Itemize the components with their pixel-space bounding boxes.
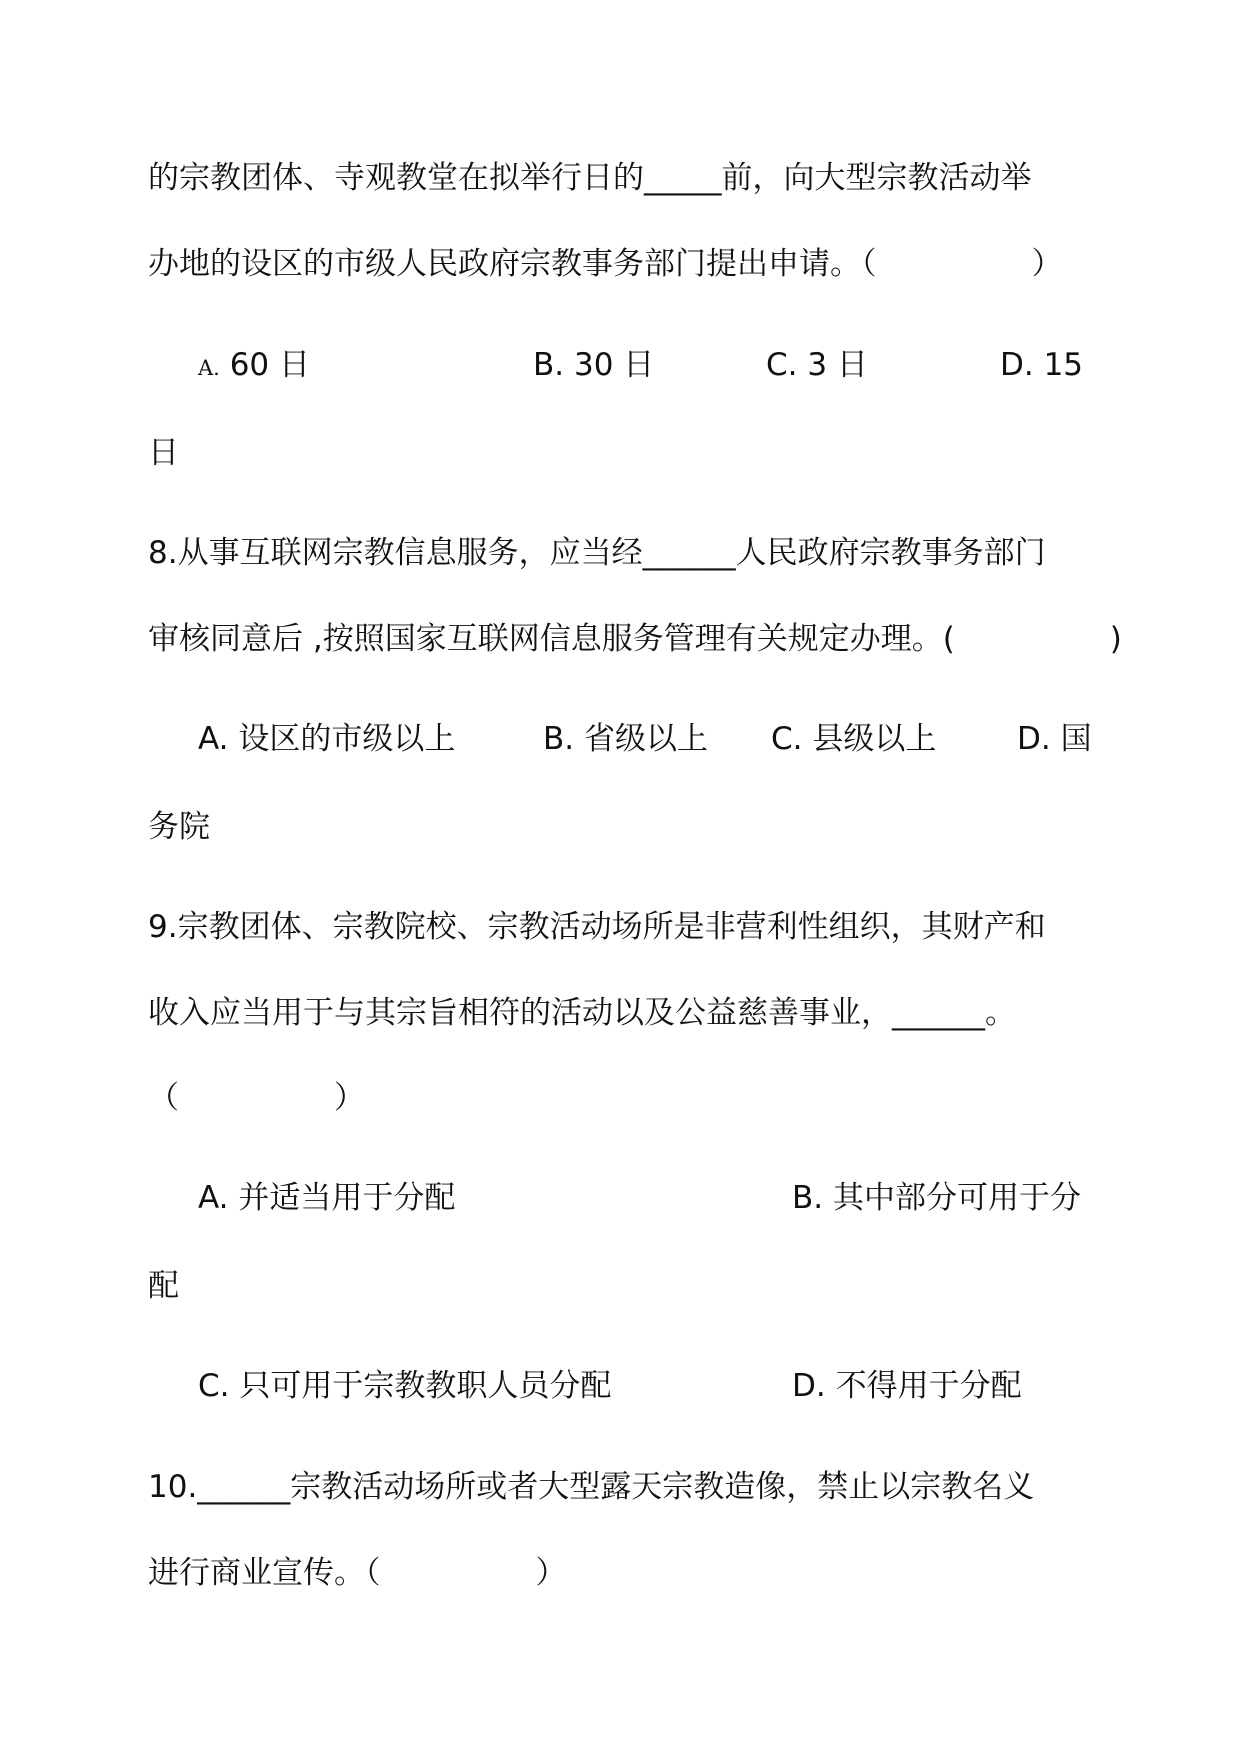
question-8-option-d: D. 国 (1017, 721, 1092, 757)
option-a-text: 60 日 (229, 347, 311, 383)
question-9-option-b: B. 其中部分可用于分 (792, 1180, 1081, 1216)
question-8-option-c: C. 县级以上 (771, 721, 937, 757)
question-7-option-a (198, 345, 310, 388)
question-8-option-d-continuation: 务院 (148, 809, 210, 845)
question-10-line-2: 进行商业宣传。（ ） (148, 1555, 567, 1591)
question-9-option-a: A. 并适当用于分配 (198, 1180, 456, 1216)
question-7-option-c: C. 3 日 (766, 347, 868, 383)
question-7-option-b: B. 30 日 (533, 347, 655, 383)
question-7-option-d-continuation: 日 (148, 435, 179, 471)
question-10-line-1: 10.______宗教活动场所或者大型露天宗教造像，禁止以宗教名义 (148, 1469, 1035, 1505)
question-7-line-2: 办地的设区的市级人民政府宗教事务部门提出申请。（ ） (148, 246, 1063, 282)
question-9-option-c: C. 只可用于宗教教职人员分配 (198, 1368, 612, 1404)
question-8-line-2: 审核同意后 ,按照国家互联网信息服务管理有关规定办理。( ) (148, 621, 1122, 657)
question-8-option-b: B. 省级以上 (543, 721, 708, 757)
question-7-line-1: 的宗教团体、寺观教堂在拟举行日的_____前，向大型宗教活动举 (148, 160, 1032, 196)
question-9-line-2: 收入应当用于与其宗旨相符的活动以及公益慈善事业，______。 (148, 995, 1016, 1031)
question-9-line-1: 9.宗教团体、宗教院校、宗教活动场所是非营利性组织，其财产和 (148, 909, 1046, 945)
question-8-option-a: A. 设区的市级以上 (198, 721, 456, 757)
question-9-option-d: D. 不得用于分配 (792, 1368, 1022, 1404)
question-9-option-b-continuation: 配 (148, 1268, 179, 1304)
option-a-letter: A. (198, 356, 220, 380)
question-7-option-d: D. 15 (1000, 347, 1084, 383)
question-9-line-3: （ ） (148, 1080, 365, 1116)
question-8-line-1: 8.从事互联网宗教信息服务，应当经______人民政府宗教事务部门 (148, 535, 1046, 571)
